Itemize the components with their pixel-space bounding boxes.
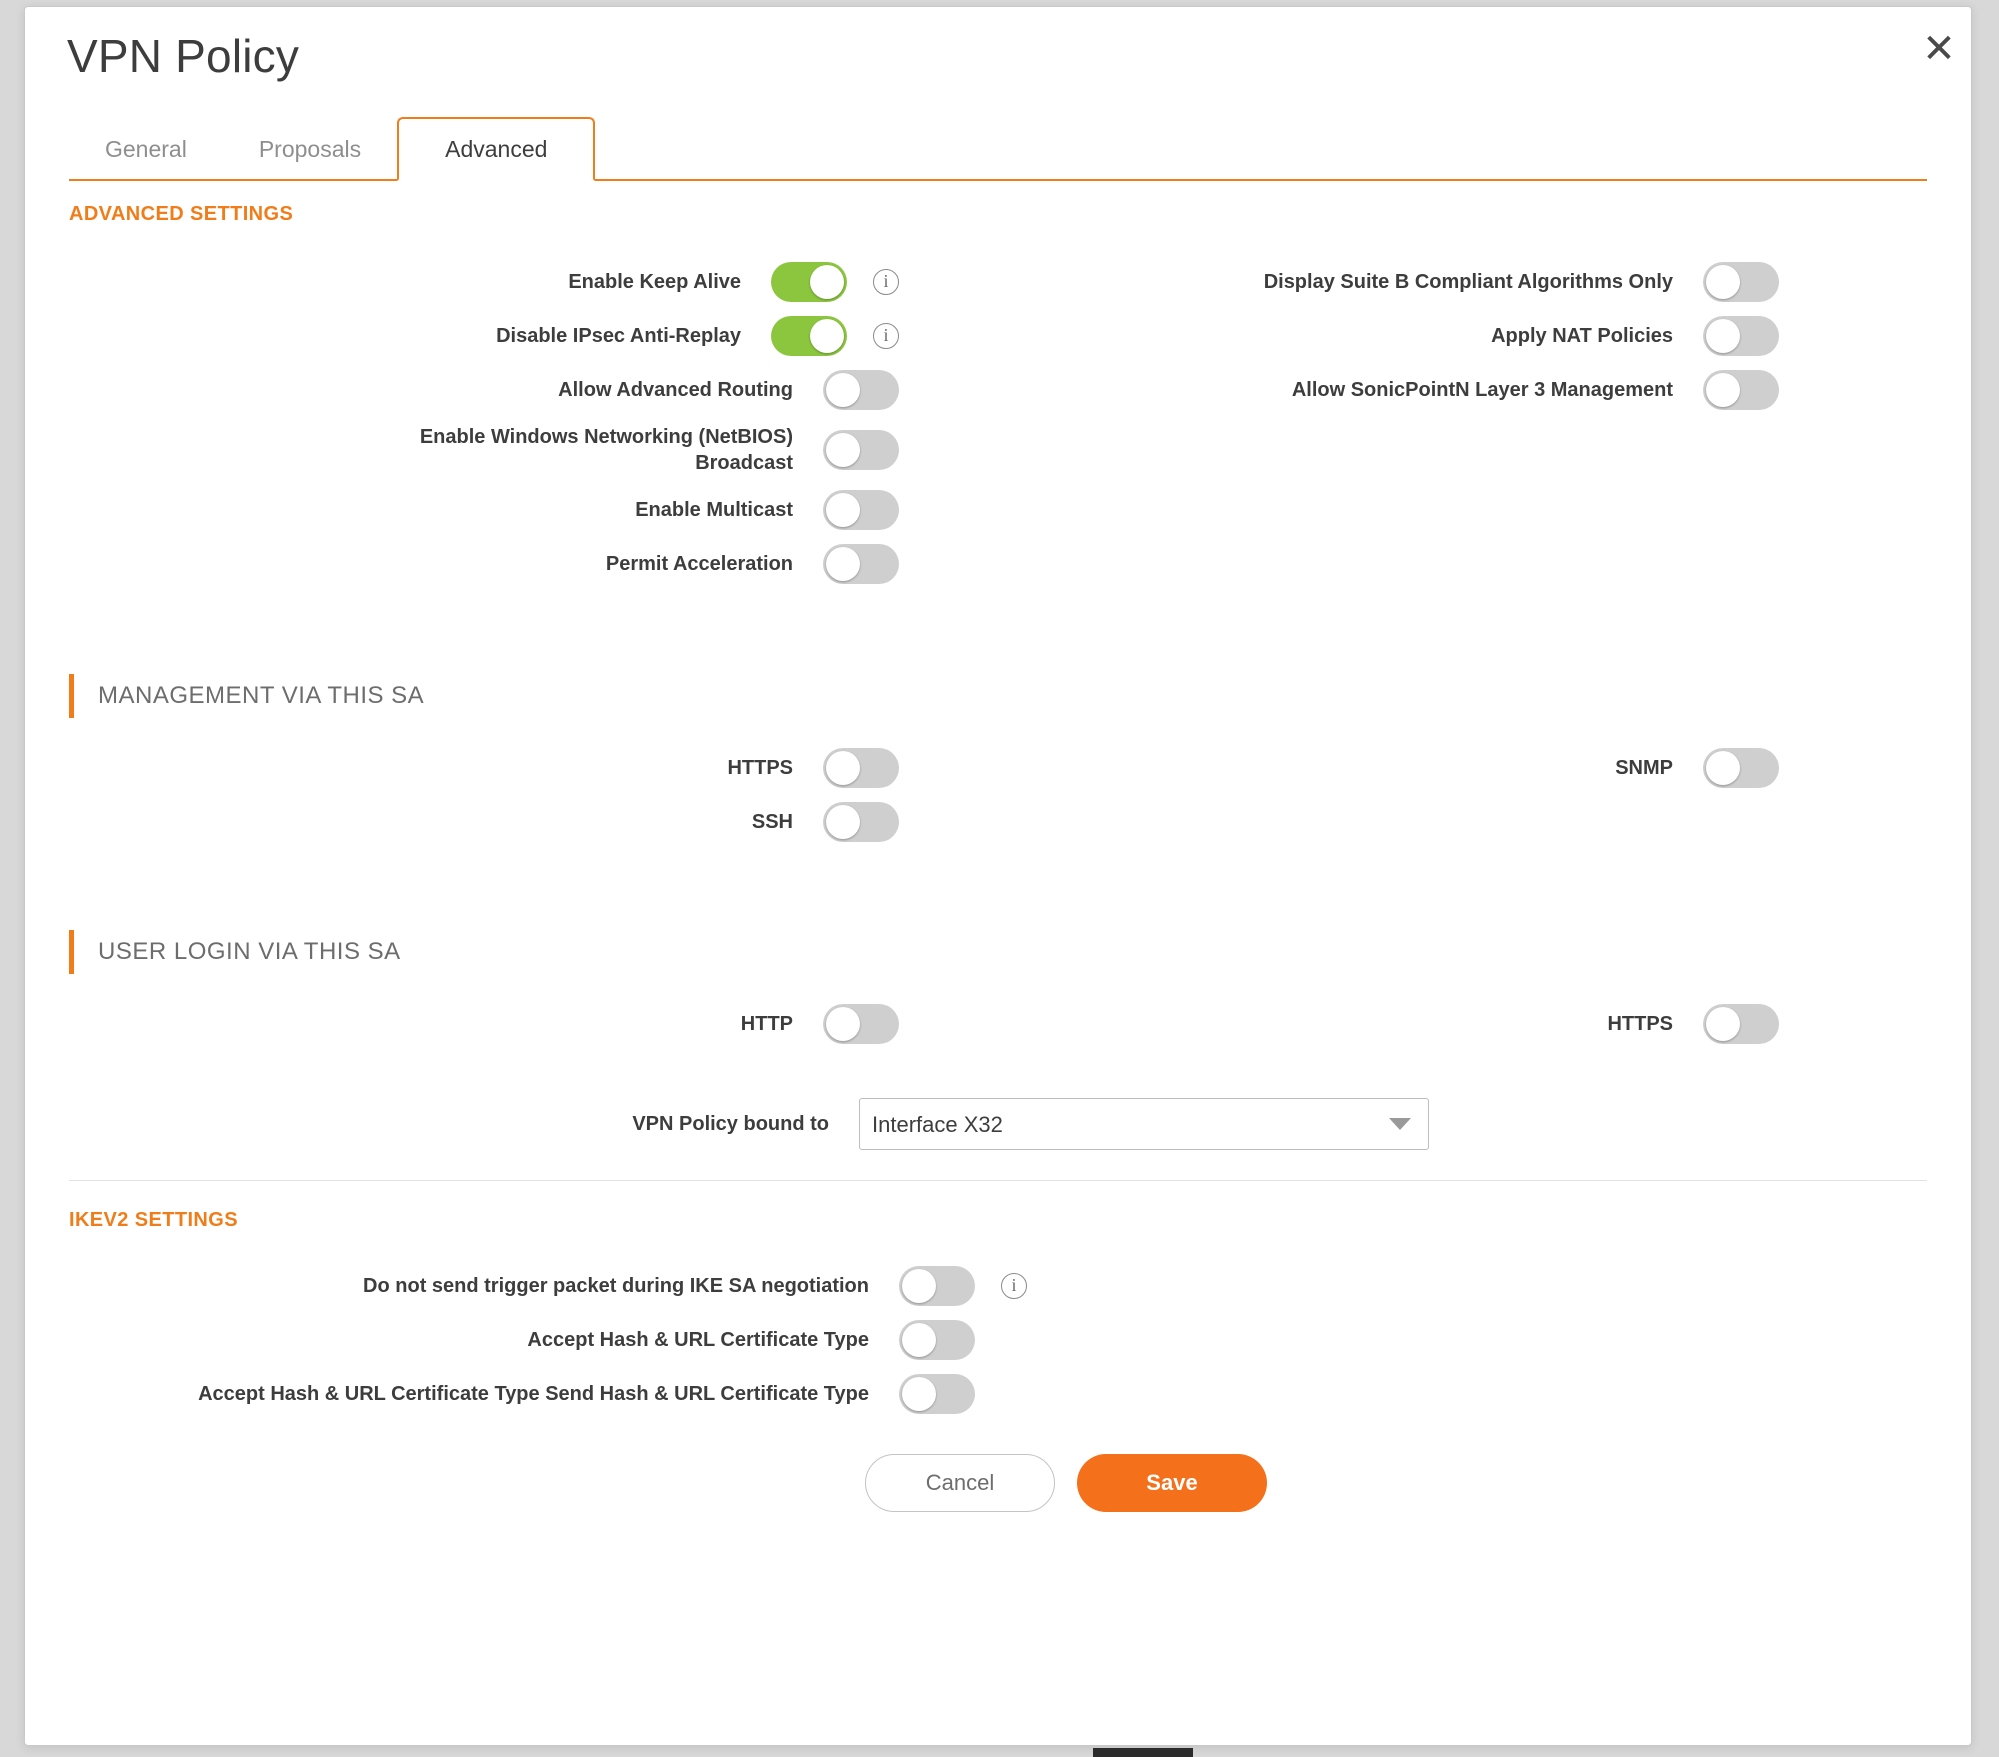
info-icon[interactable]: i [873,269,899,295]
toggle-no-trigger-packet[interactable] [899,1266,975,1306]
toggle-mgmt-snmp[interactable] [1703,748,1779,788]
toggle-knob [1706,1007,1740,1041]
advanced-settings-heading: ADVANCED SETTINGS [69,203,294,225]
setting-label: Enable Keep Alive [568,271,741,293]
setting-mgmt-https [69,748,899,788]
toggle-knob [826,1007,860,1041]
setting-login-http [69,1004,899,1044]
toggle-knob [902,1377,936,1411]
toggle-disable-ipsec-anti-replay[interactable] [771,316,847,356]
toggle-accept-hash-url-cert[interactable] [899,1320,975,1360]
toggle-knob [826,805,860,839]
management-sa-grid [69,748,1971,868]
setting-permit-acceleration [69,544,899,584]
toggle-knob [810,319,844,353]
setting-label: Accept Hash & URL Certificate Type [527,1329,869,1351]
toggle-enable-keep-alive[interactable] [771,262,847,302]
setting-display-suite-b [1019,262,1779,302]
tab-advanced[interactable]: Advanced [397,117,595,181]
setting-label: SNMP [1615,757,1673,779]
taskbar-strip [1093,1748,1193,1757]
section-title: USER LOGIN VIA THIS SA [98,938,401,965]
setting-no-trigger-packet [69,1266,1971,1306]
setting-allow-advanced-routing [69,370,899,410]
toggle-knob [826,751,860,785]
toggle-login-https[interactable] [1703,1004,1779,1044]
toggle-knob [810,265,844,299]
ikev2-settings-grid [69,1266,1971,1414]
cancel-button[interactable]: Cancel [865,1454,1055,1512]
toggle-permit-acceleration[interactable] [823,544,899,584]
setting-enable-multicast [69,490,899,530]
setting-label: Allow Advanced Routing [558,379,793,401]
toggle-login-http[interactable] [823,1004,899,1044]
save-button[interactable]: Save [1077,1454,1267,1512]
setting-label: HTTPS [727,757,793,779]
advanced-settings-grid [69,262,1971,612]
setting-mgmt-snmp [1019,748,1779,788]
user-login-sa-heading [69,928,1971,976]
toggle-send-hash-url-cert[interactable] [899,1374,975,1414]
management-sa-heading [69,672,1971,720]
setting-label: SSH [751,811,793,833]
setting-label: Do not send trigger packet during IKE SA negotiation [363,1275,869,1297]
user-login-left-column [69,1004,899,1058]
vpn-policy-bound-select[interactable] [859,1098,1429,1150]
setting-label: HTTP [740,1013,793,1035]
setting-allow-sonicpointn-l3 [1019,370,1779,410]
setting-label: HTTPS [1607,1013,1673,1035]
setting-label: Allow SonicPointN Layer 3 Management [1291,379,1673,401]
vpn-policy-bound-dropdown-wrap [859,1098,1429,1150]
toggle-knob [826,373,860,407]
tab-bar [69,119,1927,181]
toggle-knob [1706,265,1740,299]
tab-general[interactable]: General [105,136,187,162]
toggle-knob [826,547,860,581]
toggle-display-suite-b[interactable] [1703,262,1779,302]
toggle-knob [902,1323,936,1357]
setting-disable-ipsec-anti-replay [69,316,899,356]
toggle-apply-nat-policies[interactable] [1703,316,1779,356]
setting-label: Permit Acceleration [605,553,793,575]
ikev2-settings-heading: IKEV2 SETTINGS [69,1209,238,1231]
toggle-mgmt-https[interactable] [823,748,899,788]
close-icon[interactable]: ✕ [1922,26,1956,72]
vpn-policy-dialog [24,6,1972,1746]
advanced-right-column [1019,262,1779,424]
info-icon[interactable]: i [873,323,899,349]
section-accent-bar [69,930,74,974]
toggle-mgmt-ssh[interactable] [823,802,899,842]
setting-apply-nat-policies [1019,316,1779,356]
user-login-right-column [1019,1004,1779,1058]
setting-enable-netbios-broadcast [69,424,899,476]
tab-proposals[interactable]: Proposals [258,136,362,162]
setting-label: Apply NAT Policies [1491,325,1673,347]
toggle-knob [1706,373,1740,407]
advanced-left-column [69,262,899,598]
toggle-enable-netbios-broadcast[interactable] [823,430,899,470]
setting-enable-keep-alive [69,262,899,302]
toggle-knob [1706,319,1740,353]
section-divider [69,1180,1927,1181]
setting-label: Disable IPsec Anti-Replay [496,325,741,347]
page-title: VPN Policy [67,30,300,82]
toggle-knob [826,433,860,467]
management-right-column [1019,748,1779,802]
toggle-allow-advanced-routing[interactable] [823,370,899,410]
setting-label: Accept Hash & URL Certificate Type Send Hash & URL Certificate Type [198,1383,869,1405]
toggle-knob [1706,751,1740,785]
setting-label: Display Suite B Compliant Algorithms Only [1263,271,1673,293]
vpn-policy-bound-row [69,1098,1971,1150]
user-login-sa-grid [69,1004,1971,1074]
toggle-knob [902,1269,936,1303]
setting-send-hash-url-cert [69,1374,1971,1414]
setting-login-https [1019,1004,1779,1044]
dialog-action-buttons [865,1454,1971,1512]
management-left-column [69,748,899,856]
setting-label: Enable Multicast [635,499,793,521]
vpn-policy-bound-label: VPN Policy bound to [632,1113,829,1135]
setting-label: Enable Windows Networking (NetBIOS) Broadcast [419,426,793,474]
setting-accept-hash-url-cert [69,1320,1971,1360]
section-title: MANAGEMENT VIA THIS SA [98,682,425,709]
info-icon[interactable]: i [1001,1273,1027,1299]
section-accent-bar [69,674,74,718]
toggle-allow-sonicpointn-l3[interactable] [1703,370,1779,410]
toggle-enable-multicast[interactable] [823,490,899,530]
setting-mgmt-ssh [69,802,899,842]
toggle-knob [826,493,860,527]
